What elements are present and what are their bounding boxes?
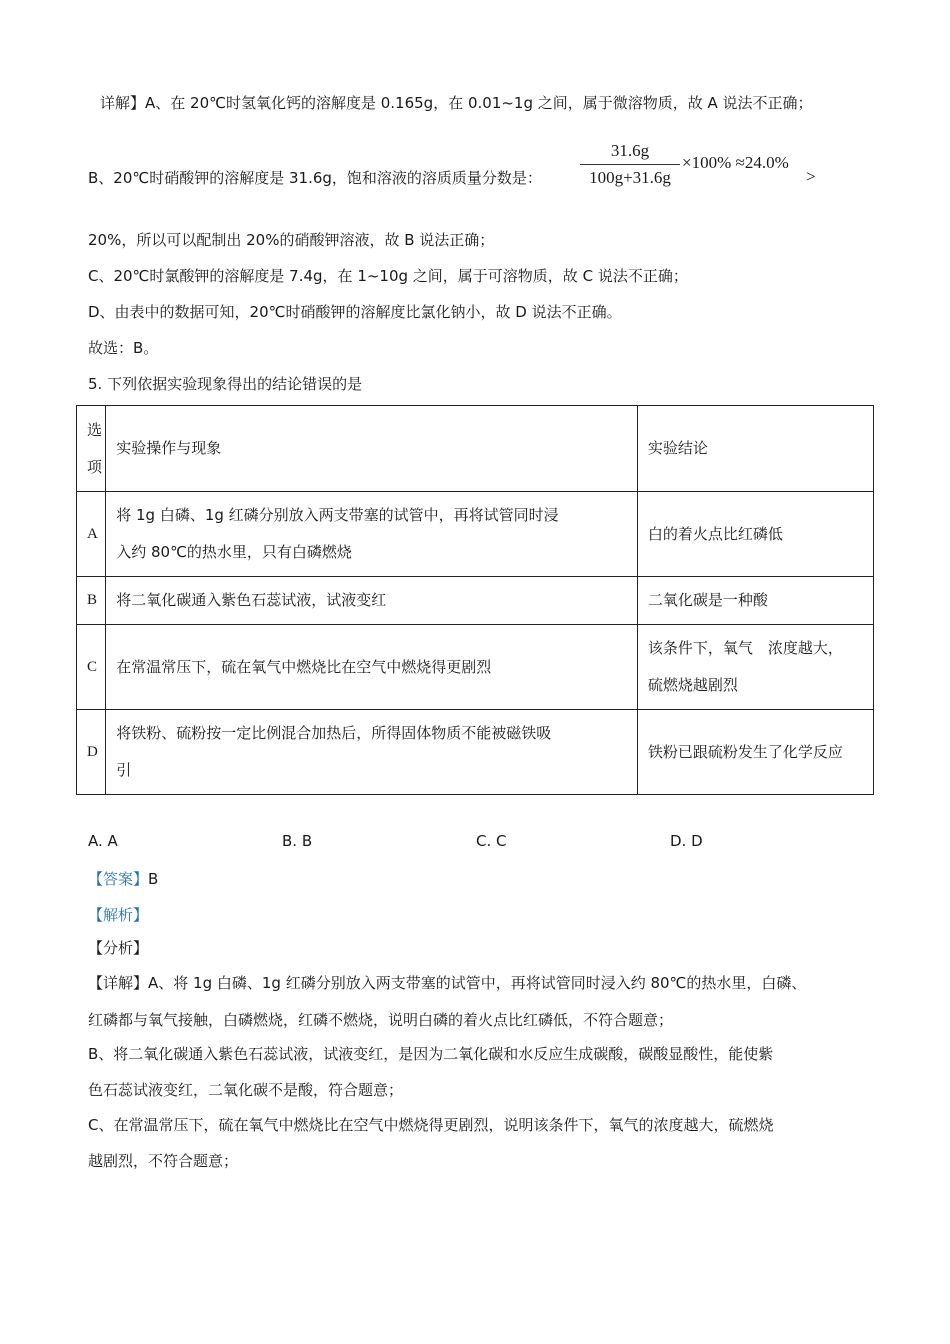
option-cell: A [77,492,106,577]
conclusion-line: 该条件下，氧气 浓度越大， [647,639,843,657]
header-option-char-2: 项 [87,457,103,476]
detail-line-b-cont: 20%，所以可以配制出 20%的硝酸钾溶液，故 B 说法正确； [88,231,495,249]
analysis-tag: 【解析】 [88,906,149,924]
option-cell: D [77,710,106,795]
operation-line: 将 1g 白磷、1g 红磷分别放入两支带塞的试管中，再将试管同时浸 [116,506,559,524]
header-conclusion-cell: 实验结论 [637,406,873,492]
header-option-char-1: 选 [87,420,103,439]
choice-b: B. B [282,832,313,850]
option-cell: B [77,577,106,625]
detail-line-c: C、20℃时氯酸钾的溶解度是 7.4g，在 1~10g 之间，属于可溶物质，故 C 说法不正确； [88,267,688,285]
answer-tag: 【答案】 [88,870,149,888]
table-row [77,625,874,710]
fraction-denominator: 100g+31.6g [589,168,671,187]
table-row [77,492,874,577]
detail-paragraph-line: 越剧烈，不符合题意； [88,1152,239,1170]
table-header-row [77,406,874,492]
option-cell: C [77,625,106,710]
greater-than-sign: > [806,167,816,186]
conclusion-cell [637,625,873,710]
detail-paragraph-line: 红磷都与氧气接触，白磷燃烧，红磷不燃烧，说明白磷的着火点比红磷低，不符合题意； [88,1011,674,1029]
operation-line: 将铁粉、硫粉按一定比例混合加热后，所得固体物质不能被磁铁吸 [116,724,552,742]
conclusion-cell: 白的着火点比红磷低 [637,492,873,577]
fraction [580,140,680,189]
operation-cell [106,492,638,577]
choice-c: C. C [476,832,507,850]
conclusion-cell: 二氧化碳是一种酸 [637,577,873,625]
table-row [77,577,874,625]
operation-cell: 在常温常压下，硫在氧气中燃烧比在空气中燃烧得更剧烈 [106,625,638,710]
operation-line: 入约 80℃的热水里，只有白磷燃烧 [116,543,352,561]
question-title: 5. 下列依据实验现象得出的结论错误的是 [88,375,363,393]
answer-line [88,869,158,889]
final-choice-line: 故选：B。 [88,339,159,357]
choice-a: A. A [88,832,118,850]
header-operation-cell: 实验操作与现象 [106,406,638,492]
operation-cell [106,710,638,795]
detail-line-d: D、由表中的数据可知，20℃时硝酸钾的溶解度比氯化钠小，故 D 说法不正确。 [88,303,622,321]
header-option-cell [77,406,106,492]
answer-value: B [148,870,159,888]
detail-paragraph-line: 【详解】A、将 1g 白磷、1g 红磷分别放入两支带塞的试管中，再将试管同时浸入约 80℃的热水里，白磷、 [88,974,807,992]
conclusion-line: 硫燃烧越剧烈 [647,676,738,694]
operation-line: 引 [116,761,132,779]
analysis-heading: 【分析】 [88,939,149,957]
choice-d: D. D [670,832,703,850]
conclusion-cell: 铁粉已跟硫粉发生了化学反应 [637,710,873,795]
options-table [76,405,874,795]
detail-paragraph-line: C、在常温常压下，硫在氧气中燃烧比在空气中燃烧得更剧烈，说明该条件下，氧气的浓度越大，硫燃烧 [88,1116,774,1134]
detail-paragraph-line: B、将二氧化碳通入紫色石蕊试液，试液变红，是因为二氧化碳和水反应生成碳酸，碳酸显酸性，能使紫 [88,1045,774,1063]
detail-line-a: 详解】A、在 20℃时氢氧化钙的溶解度是 0.165g，在 0.01~1g 之间，属于微溶物质，故 A 说法不正确； [100,94,813,112]
fraction-bar [580,164,680,165]
detail-paragraph-line: 色石蕊试液变红，二氧化碳不是酸，符合题意； [88,1081,404,1099]
fraction-numerator: 31.6g [610,141,650,160]
detail-line-b: B、20℃时硝酸钾的溶解度是 31.6g，饱和溶液的溶质质量分数是： [88,169,542,187]
table-row [77,710,874,795]
fraction-tail: ×100% ≈24.0% [682,153,789,172]
operation-cell: 将二氧化碳通入紫色石蕊试液，试液变红 [106,577,638,625]
